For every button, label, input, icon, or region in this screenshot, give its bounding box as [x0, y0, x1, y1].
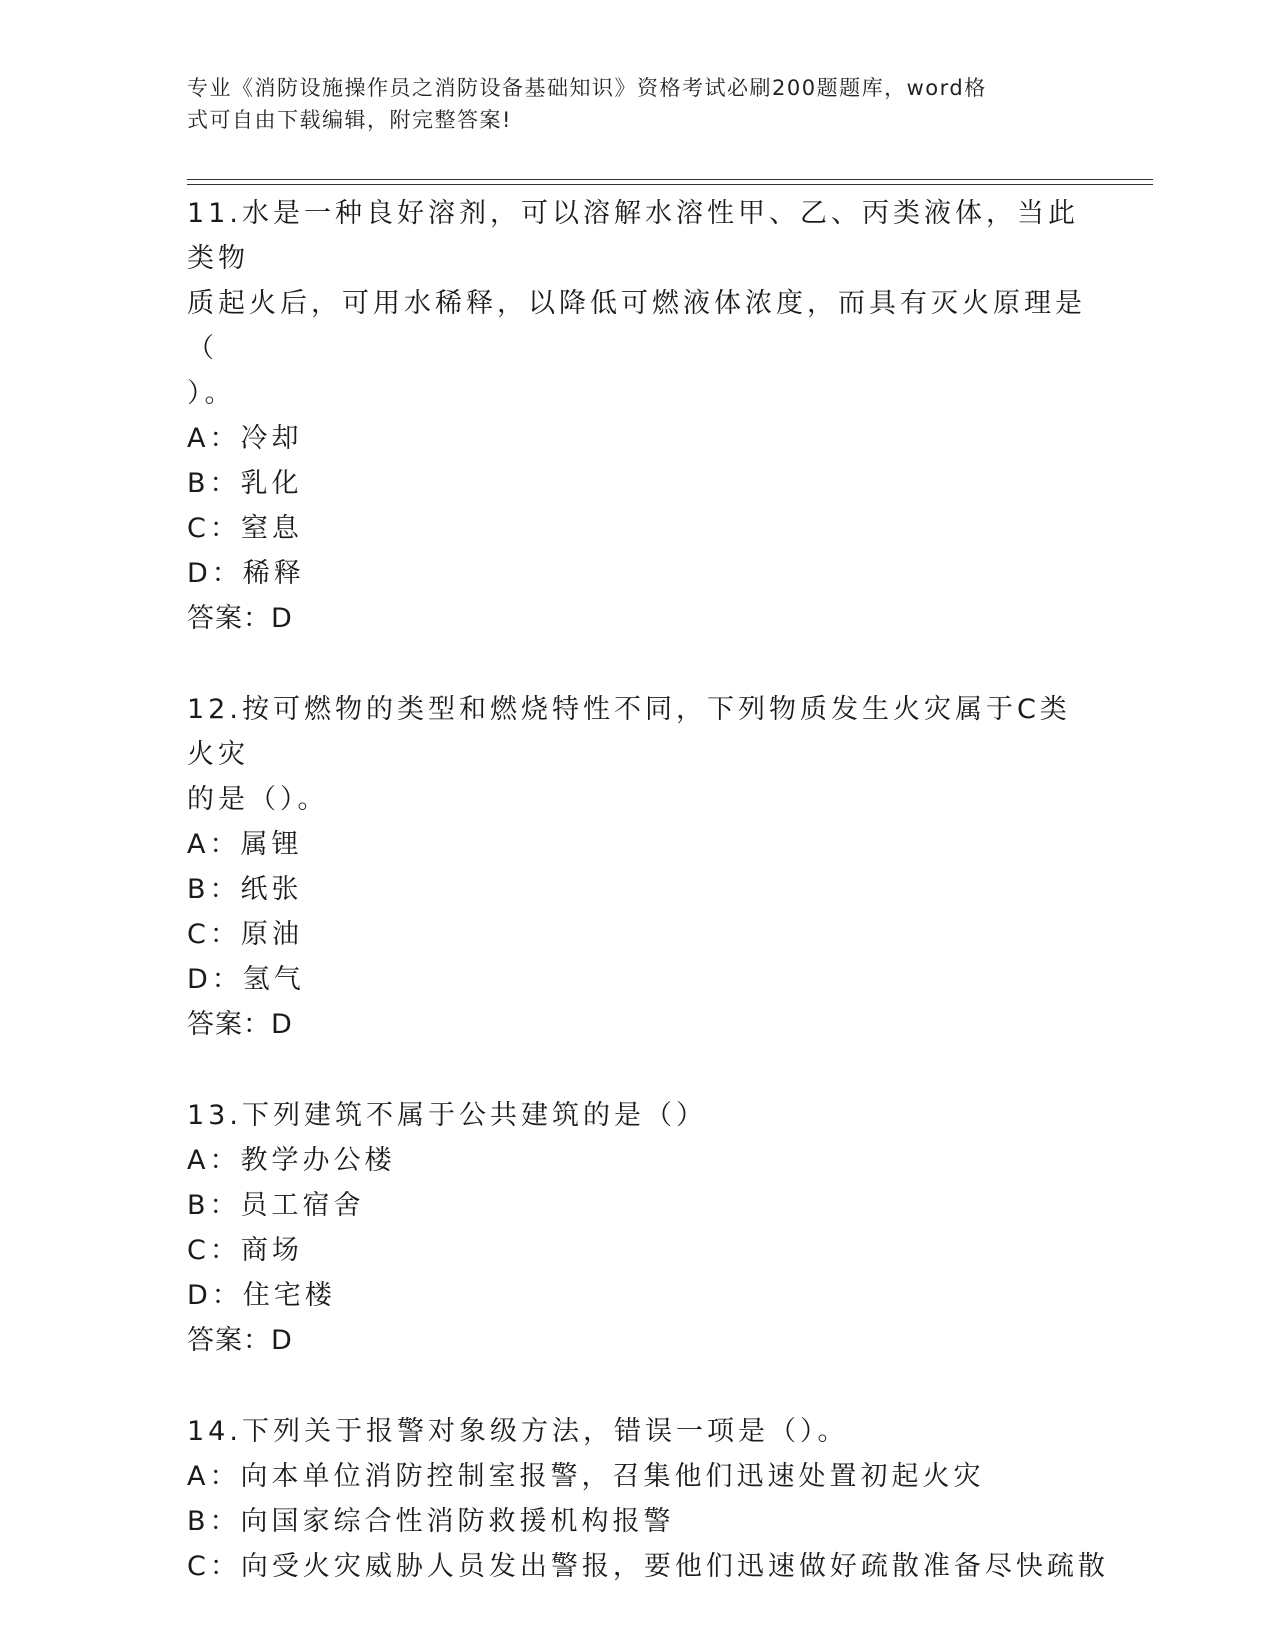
option-c: C：窒息	[187, 513, 303, 544]
question-spacer	[187, 1047, 1087, 1093]
option-b: B：乳化	[187, 468, 303, 499]
option-c: C：向受火灾威胁人员发出警报，要他们迅速做好疏散准备尽快疏散	[187, 1551, 1109, 1582]
option-a: A：向本单位消防控制室报警，召集他们迅速处置初起火灾	[187, 1461, 985, 1492]
question-text-line: 14.下列关于报警对象级方法，错误一项是（）。	[187, 1416, 849, 1447]
option-b: B：员工宿舍	[187, 1190, 365, 1221]
answer-line: 答案：D	[187, 603, 293, 634]
question-text-line: 的是（）。	[187, 784, 329, 815]
question-14	[187, 1409, 1109, 1589]
option-d: D：稀释	[187, 558, 305, 589]
question-text-line: ）。	[187, 378, 236, 409]
question-text-line: 11.水是一种良好溶剂，可以溶解水溶性甲、乙、丙类液体，当此类物	[187, 198, 1079, 274]
header-line-2: 式可自由下载编辑，附完整答案!	[187, 108, 512, 132]
header-divider-top	[187, 179, 1153, 180]
question-12	[187, 687, 1087, 1047]
question-text-line: 13.下列建筑不属于公共建筑的是（）	[187, 1100, 707, 1131]
question-text-line: 12.按可燃物的类型和燃烧特性不同，下列物质发生火灾属于C类火灾	[187, 694, 1071, 770]
question-11	[187, 191, 1087, 641]
option-b: B：纸张	[187, 874, 303, 905]
header-divider-bottom	[187, 184, 1153, 185]
document-header	[187, 72, 1067, 136]
question-spacer	[187, 641, 1087, 687]
option-a: A：属锂	[187, 829, 303, 860]
option-a: A：冷却	[187, 423, 303, 454]
option-c: C：原油	[187, 919, 303, 950]
question-13	[187, 1093, 1087, 1363]
question-list	[187, 191, 1109, 1589]
answer-line: 答案：D	[187, 1325, 293, 1356]
answer-line: 答案：D	[187, 1009, 293, 1040]
option-c: C：商场	[187, 1235, 303, 1266]
question-text-line: 质起火后，可用水稀释，以降低可燃液体浓度，而具有灭火原理是（	[187, 288, 1086, 364]
question-spacer	[187, 1363, 1087, 1409]
option-b: B：向国家综合性消防救援机构报警	[187, 1506, 675, 1537]
header-line-1: 专业《消防设施操作员之消防设备基础知识》资格考试必刷200题题库，word格	[187, 76, 987, 100]
option-d: D：住宅楼	[187, 1280, 336, 1311]
option-a: A：教学办公楼	[187, 1145, 396, 1176]
option-d: D：氢气	[187, 964, 305, 995]
